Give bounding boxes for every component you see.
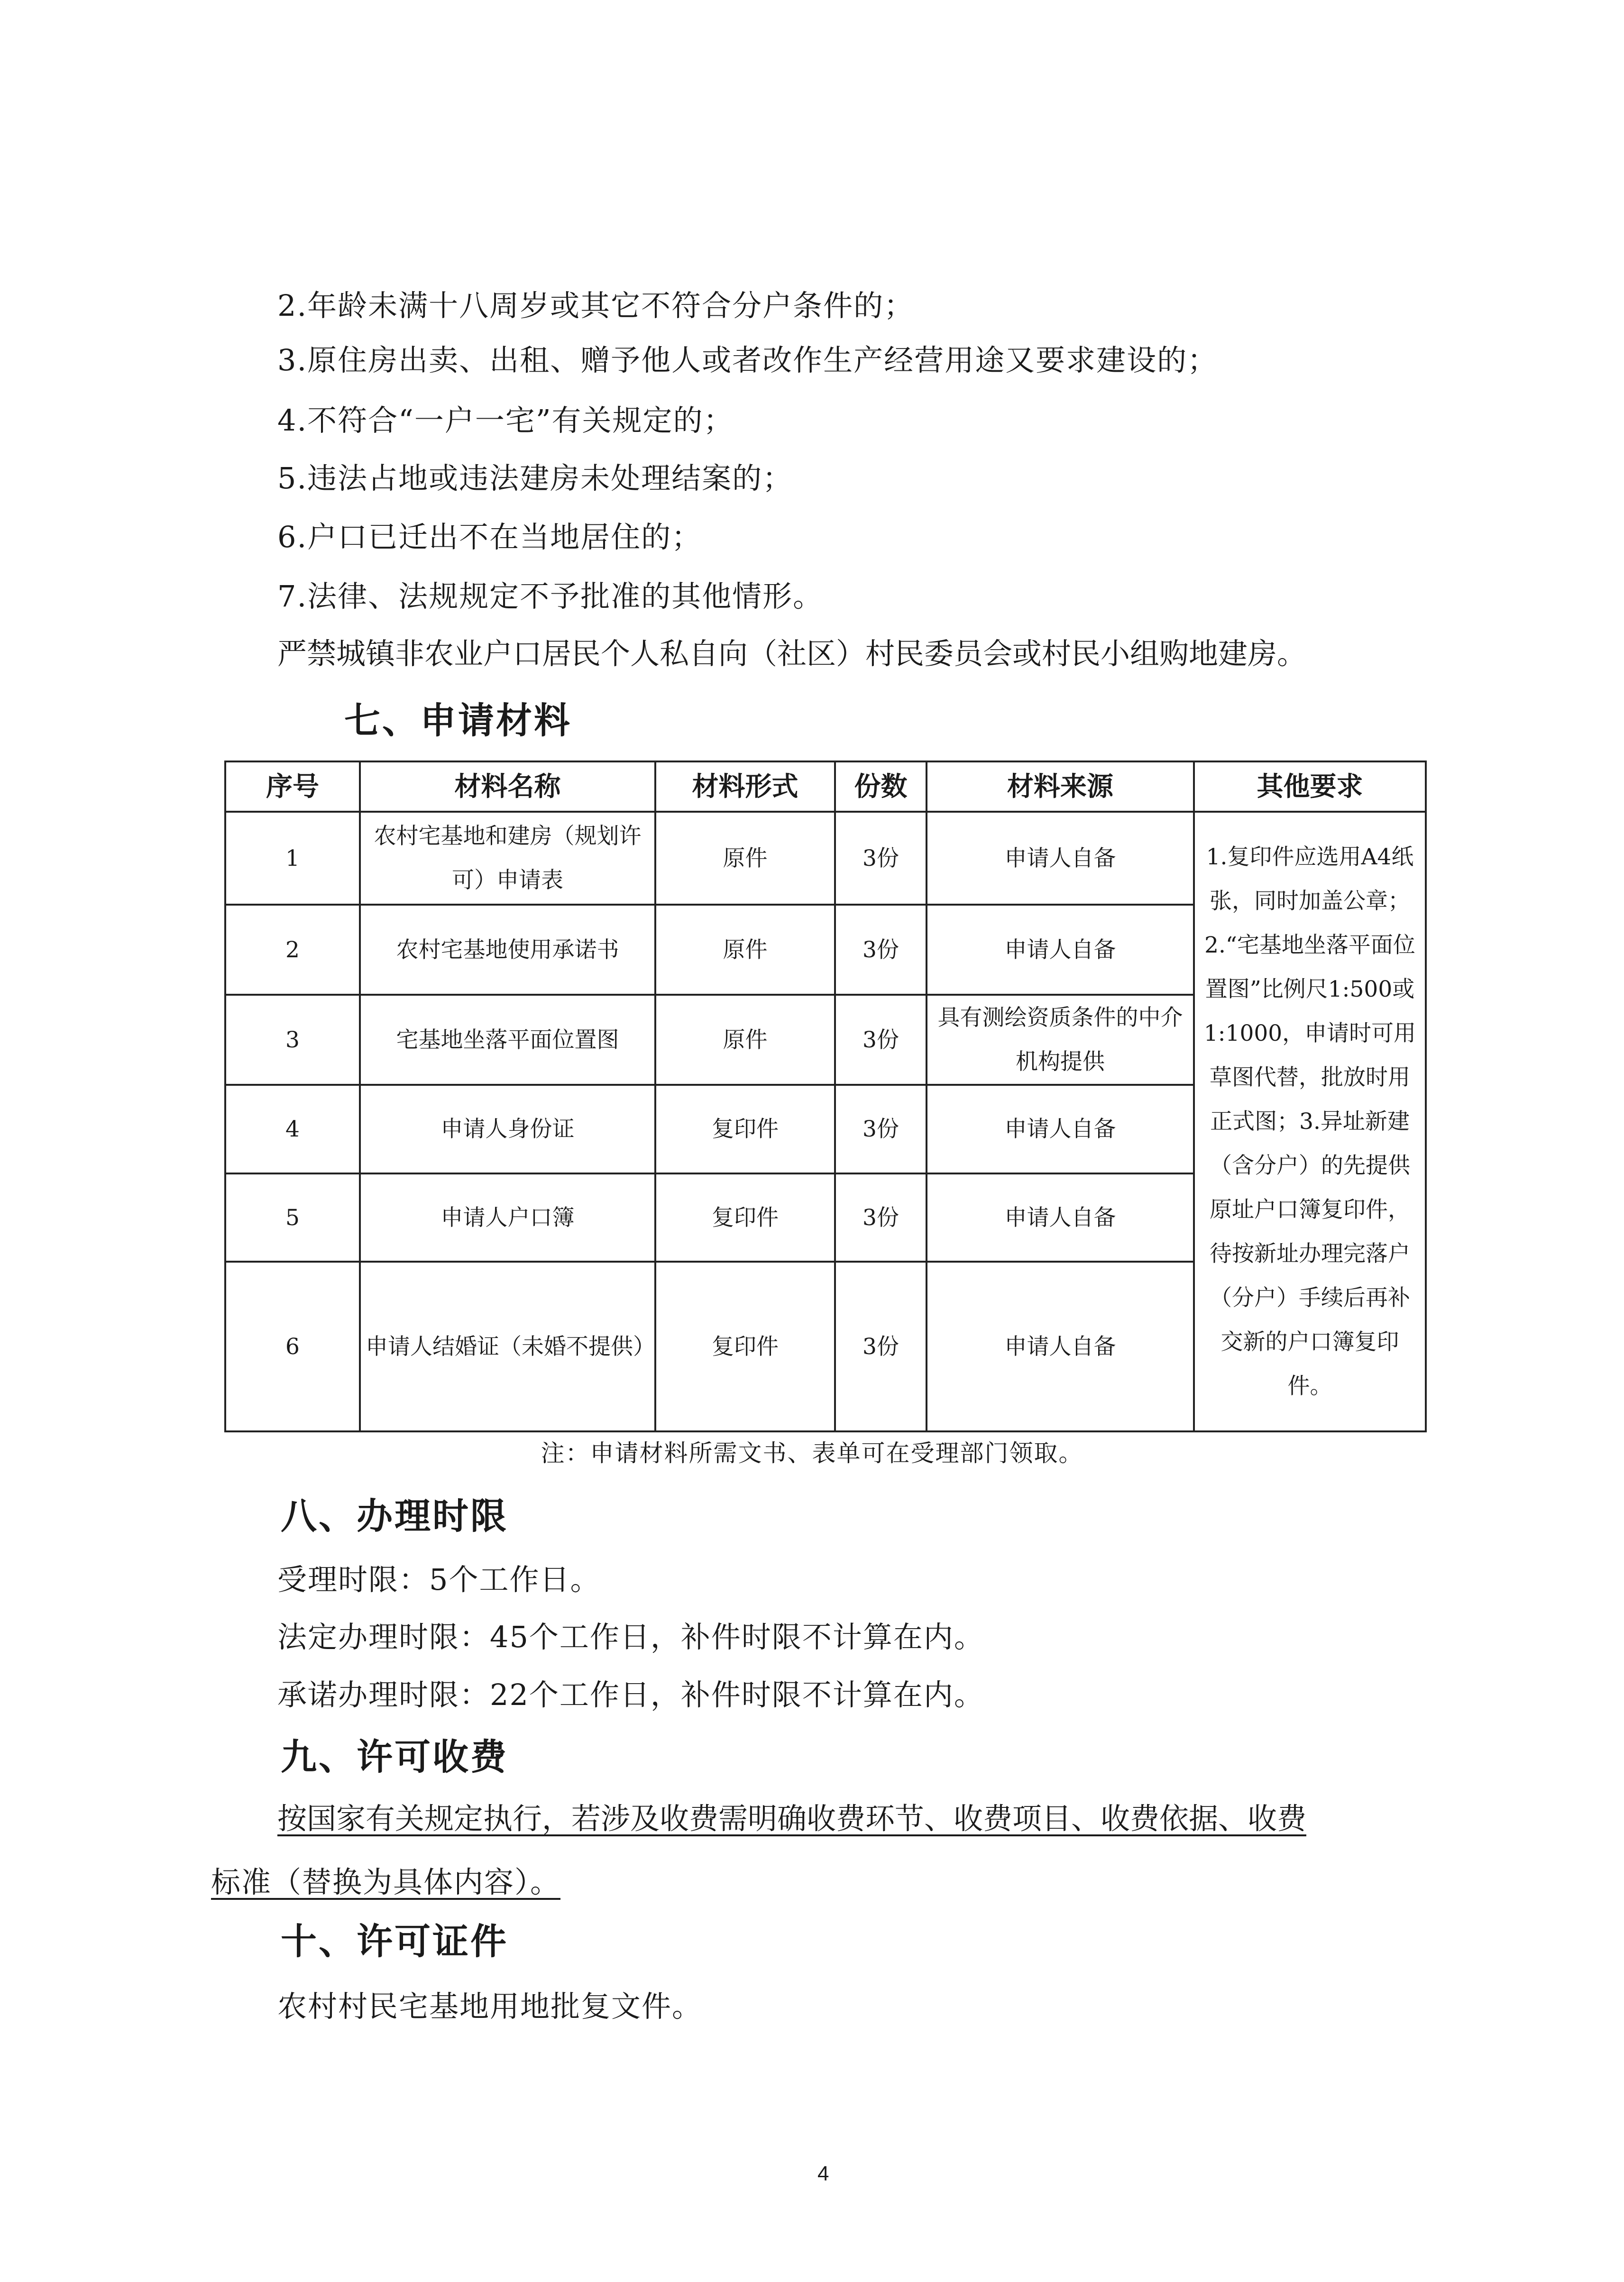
cell-copies: 3份 — [835, 1173, 927, 1262]
list-item-6: 6.户口已迁出不在当地居住的； — [277, 520, 702, 554]
cell-name: 农村宅基地和建房（规划许可）申请表 — [360, 812, 655, 905]
cell-form: 复印件 — [655, 1173, 835, 1262]
list-item-5: 5.违法占地或违法建房未处理结案的； — [277, 461, 793, 495]
cell-form: 复印件 — [655, 1262, 835, 1431]
cell-source: 申请人自备 — [927, 1173, 1194, 1262]
cell-no: 4 — [225, 1085, 360, 1173]
cell-name: 宅基地坐落平面位置图 — [360, 995, 655, 1085]
time-limit-legal: 法定办理时限：45个工作日，补件时限不计算在内。 — [277, 1620, 984, 1654]
header-copies: 份数 — [835, 761, 927, 812]
cell-copies: 3份 — [835, 905, 927, 995]
time-limit-acceptance: 受理时限：5个工作日。 — [277, 1562, 601, 1597]
cell-no: 3 — [225, 995, 360, 1085]
header-form: 材料形式 — [655, 761, 835, 812]
cell-source: 申请人自备 — [927, 1085, 1194, 1173]
cell-no: 6 — [225, 1262, 360, 1431]
header-name: 材料名称 — [360, 761, 655, 812]
list-item-2: 2.年龄未满十八周岁或其它不符合分户条件的； — [277, 288, 915, 323]
time-limit-promised: 承诺办理时限：22个工作日，补件时限不计算在内。 — [277, 1677, 984, 1712]
table-header-row — [225, 761, 1426, 812]
cell-form: 原件 — [655, 905, 835, 995]
cell-copies: 3份 — [835, 812, 927, 905]
table-note: 注：申请材料所需文书、表单可在受理部门领取。 — [541, 1439, 1083, 1467]
table-row — [225, 812, 1426, 905]
cell-source: 具有测绘资质条件的中介机构提供 — [927, 995, 1194, 1085]
cell-no: 5 — [225, 1173, 360, 1262]
page-number: 4 — [817, 2162, 829, 2185]
cell-form: 原件 — [655, 995, 835, 1085]
cell-name: 农村宅基地使用承诺书 — [360, 905, 655, 995]
cell-form: 复印件 — [655, 1085, 835, 1173]
cell-name: 申请人户口簿 — [360, 1173, 655, 1262]
cell-name: 申请人身份证 — [360, 1085, 655, 1173]
header-no: 序号 — [225, 761, 360, 812]
header-source: 材料来源 — [927, 761, 1194, 812]
fee-text-line-2: 标准（替换为具体内容）。 — [211, 1865, 561, 1899]
cell-source: 申请人自备 — [927, 1262, 1194, 1431]
cell-copies: 3份 — [835, 995, 927, 1085]
cell-source: 申请人自备 — [927, 812, 1194, 905]
list-item-3: 3.原住房出卖、出租、赠予他人或者改作生产经营用途又要求建设的； — [277, 343, 1218, 377]
cell-form: 原件 — [655, 812, 835, 905]
prohibition-text: 严禁城镇非农业户口居民个人私自向（社区）村民委员会或村民小组购地建房。 — [277, 636, 1307, 671]
materials-table — [224, 761, 1427, 1432]
fee-text-line-1: 按国家有关规定执行，若涉及收费需明确收费环节、收费项目、收费依据、收费 — [277, 1801, 1307, 1836]
cell-source: 申请人自备 — [927, 905, 1194, 995]
cell-name: 申请人结婚证（未婚不提供） — [360, 1262, 655, 1431]
cell-no: 2 — [225, 905, 360, 995]
section-9-heading: 九、许可收费 — [281, 1736, 508, 1778]
section-8-heading: 八、办理时限 — [281, 1495, 508, 1537]
list-item-4: 4.不符合“一户一宅”有关规定的； — [277, 403, 734, 438]
cell-copies: 3份 — [835, 1085, 927, 1173]
list-item-7: 7.法律、法规规定不予批准的其他情形。 — [277, 579, 824, 614]
header-other: 其他要求 — [1194, 761, 1426, 812]
license-document-text: 农村村民宅基地用地批复文件。 — [277, 1989, 703, 2024]
section-10-heading: 十、许可证件 — [281, 1920, 508, 1962]
cell-copies: 3份 — [835, 1262, 927, 1431]
cell-no: 1 — [225, 812, 360, 905]
cell-other-requirements: 1.复印件应选用A4纸张，同时加盖公章；2.“宅基地坐落平面位置图”比例尺1:500或1:1000，申请时可用草图代替，批放时用正式图；3.异址新建（含分户）的先提供原址户口簿复印件，待按新址办理完落户（分户）手续后再补交新的户口簿复印件。 — [1194, 812, 1426, 1431]
section-7-heading: 七、申请材料 — [344, 699, 572, 742]
